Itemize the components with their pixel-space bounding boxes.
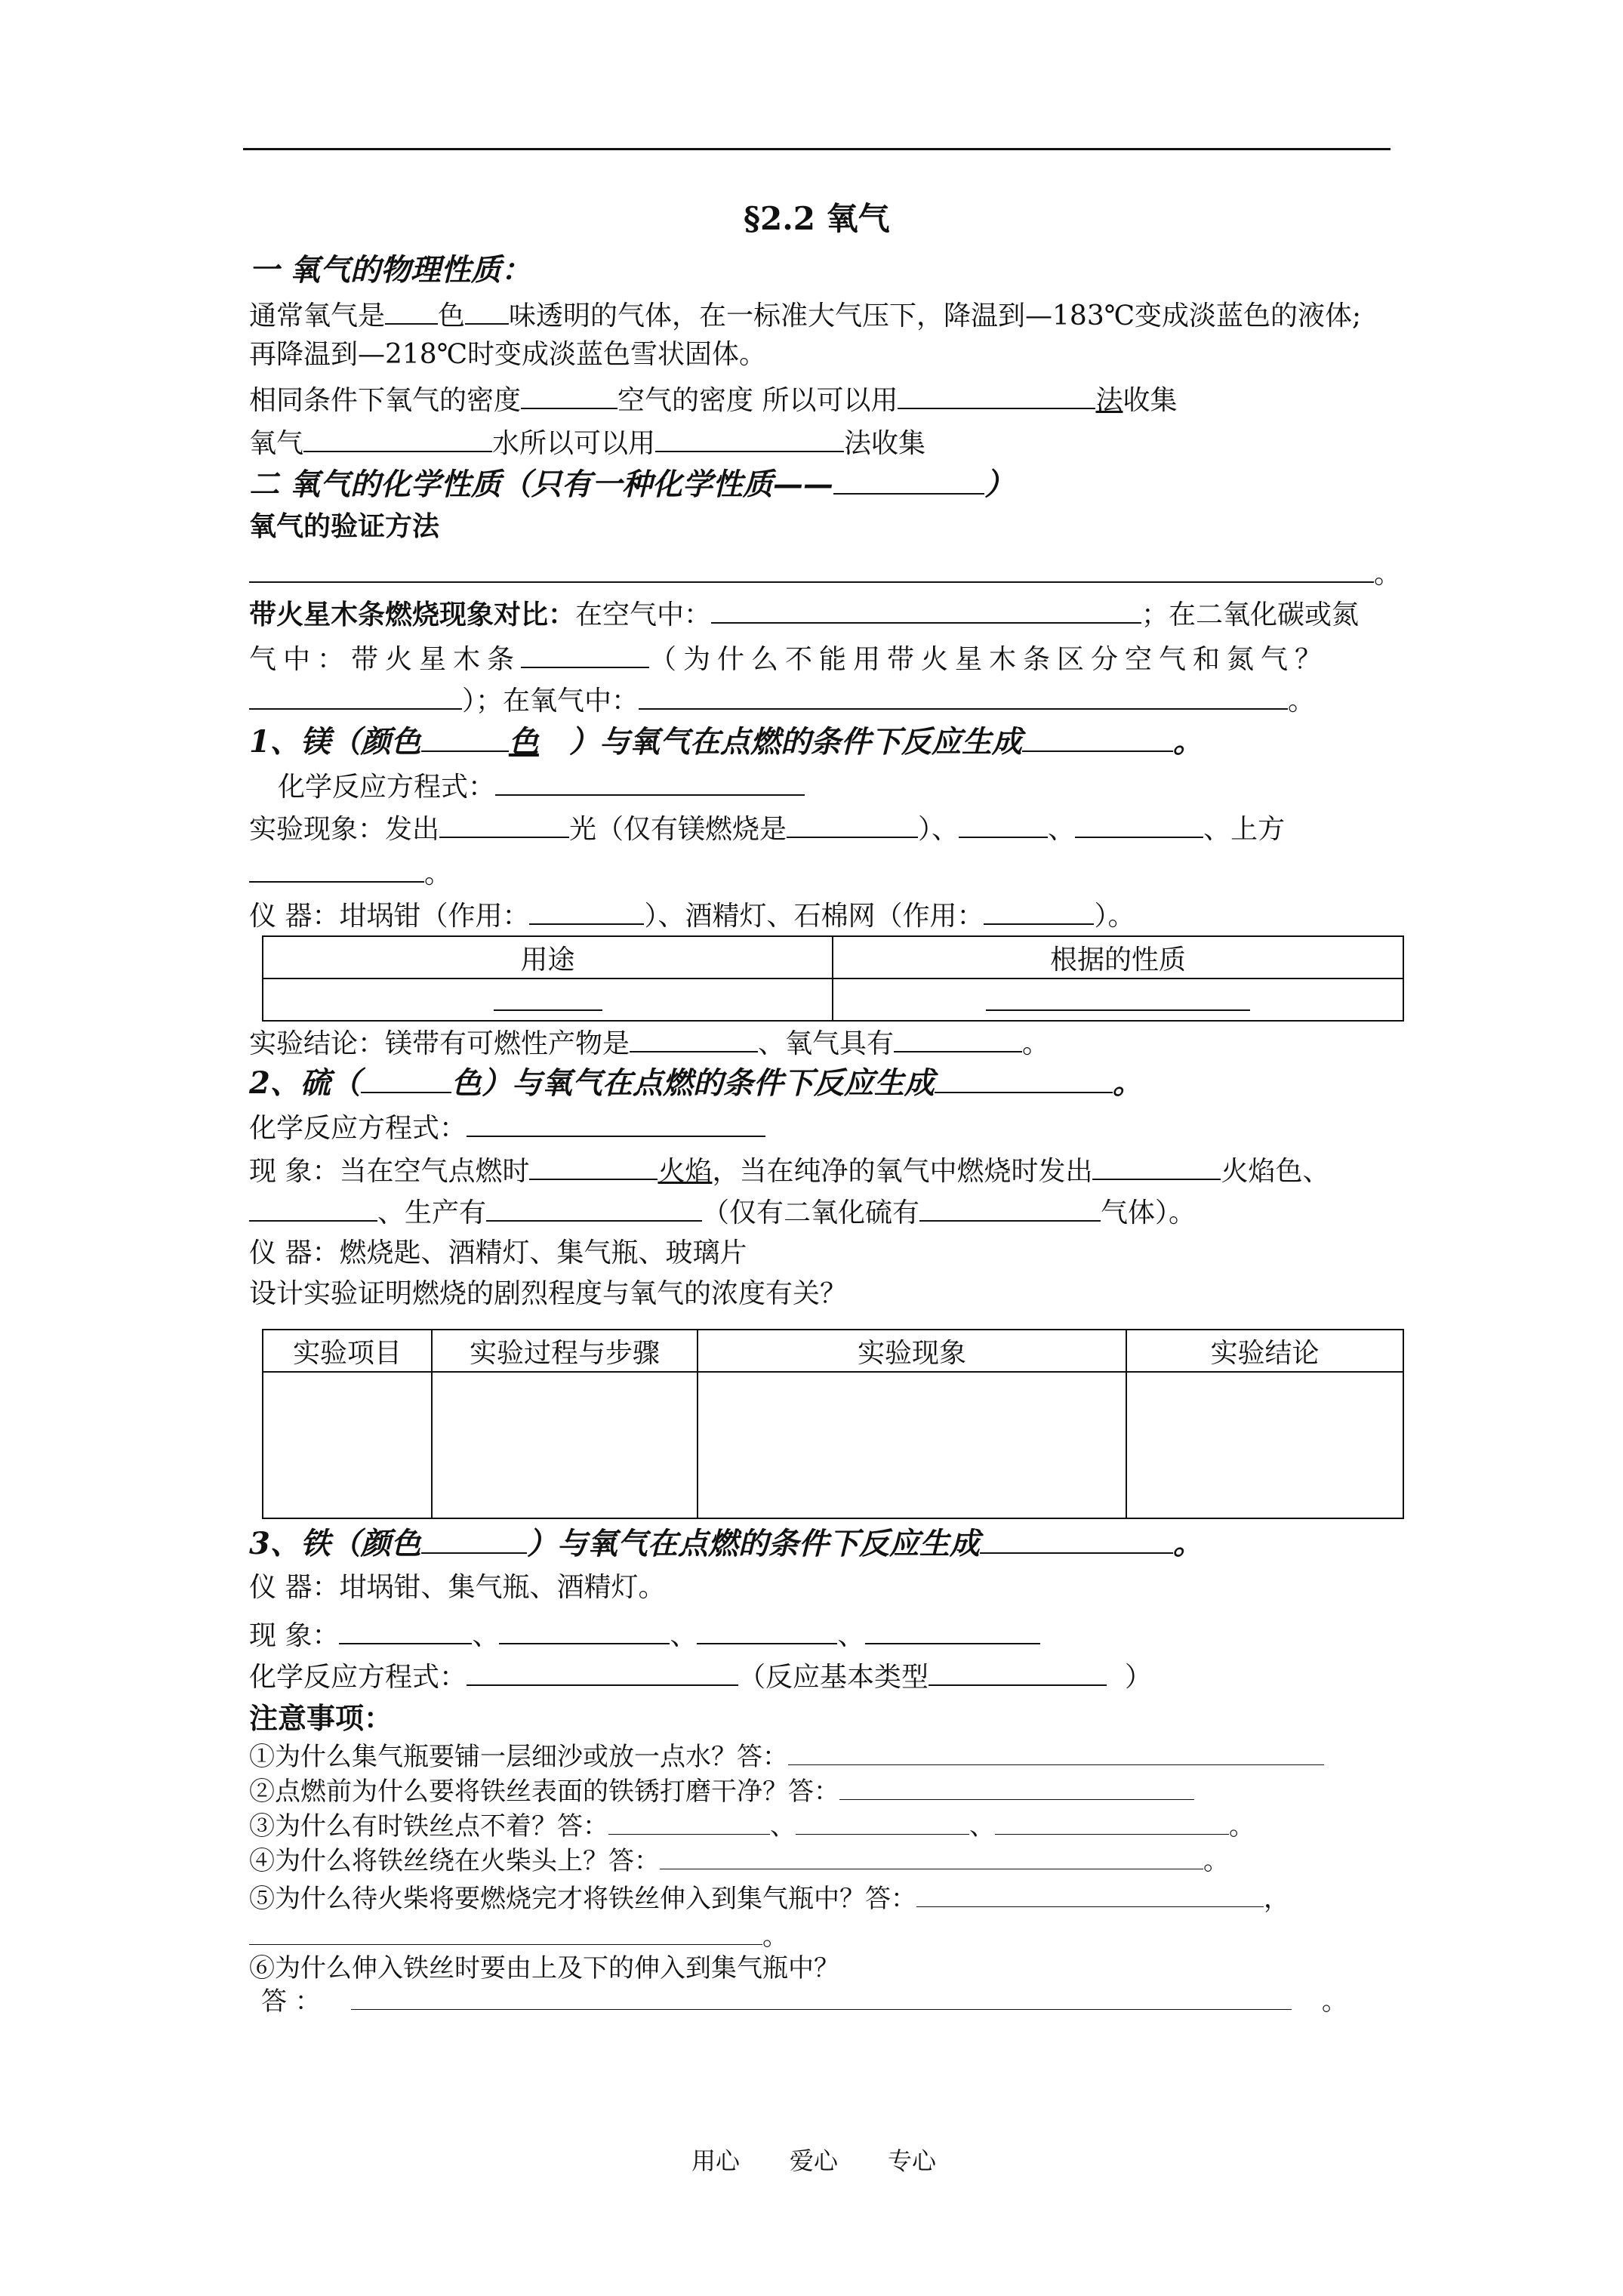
mg-heading: 1、镁（颜色 色 ）与氧气在点燃的条件下反应生成 。 xyxy=(249,724,1203,760)
exp-cell-item xyxy=(263,1372,432,1518)
table-cell-property xyxy=(833,978,1403,1021)
verify-title: 氧气的验证方法 xyxy=(249,510,440,542)
mg-usage-table xyxy=(262,935,1404,1022)
s-design: 设计实验证明燃烧的剧烈程度与氧气的浓度有关？ xyxy=(249,1278,848,1309)
s-phenomenon: 现 象：当在空气点燃时 火焰，当在纯净的氧气中燃烧时发出 火焰色、 xyxy=(249,1151,1330,1190)
mg-instrument: 仪 器：坩埚钳（作用： ）、酒精灯、石棉网（作用： ）。 xyxy=(249,896,1135,935)
mg-phenomenon: 实验现象：发出 光（仅有镁燃烧是 ）、 、 、上方 xyxy=(249,809,1285,848)
note-q4: ④为什么将铁丝绕在火柴头上？答： 。 xyxy=(249,1846,1229,1876)
exp-header-conclusion: 实验结论 xyxy=(1126,1330,1403,1372)
exp-cell-phenomenon xyxy=(698,1372,1126,1518)
s-instrument: 仪 器：燃烧匙、酒精灯、集气瓶、玻璃片 xyxy=(249,1237,747,1268)
s-heading: 2、硫（ 色）与氧气在点燃的条件下反应生成 。 xyxy=(249,1065,1143,1101)
exp-cell-steps xyxy=(432,1372,698,1518)
notes-heading: 注意事项： xyxy=(249,1701,393,1735)
section2-heading: 二 氧气的化学性质（只有一种化学性质—— ） xyxy=(249,467,1015,502)
compare-line3: ）；在氧气中： 。 xyxy=(249,681,1315,720)
footer: 用心 爱心 专心 xyxy=(691,2147,937,2175)
s1-line1: 通常氧气是 色 味透明的气体，在一标准大气压下，降温到—183℃变成淡蓝色的液体; xyxy=(249,296,1361,334)
verify-blank: 。 xyxy=(249,554,1401,593)
exp-header-item: 实验项目 xyxy=(263,1330,432,1372)
table-cell-usage xyxy=(263,978,833,1021)
fe-phenomenon: 现 象： 、 、 、 xyxy=(249,1616,1040,1654)
table-header-property: 根据的性质 xyxy=(833,936,1403,978)
s1-line2: 再降温到—218℃时变成淡蓝色雪状固体。 xyxy=(249,339,766,370)
note-q5-end: 。 xyxy=(249,1918,788,1955)
s-equation: 化学反应方程式： xyxy=(249,1108,765,1147)
fe-heading: 3、铁（颜色 ）与氧气在点燃的条件下反应生成 。 xyxy=(249,1526,1203,1561)
note-q5: ⑤为什么待火柴将要燃烧完才将铁丝伸入到集气瓶中？答： ， xyxy=(249,1884,1289,1914)
note-q3: ③为什么有时铁丝点不着？答： 、 、 。 xyxy=(249,1811,1255,1841)
exp-header-steps: 实验过程与步骤 xyxy=(432,1330,698,1372)
fe-equation: 化学反应方程式： （反应基本类型 ） xyxy=(249,1657,1152,1696)
compare-line2: 气中：带火星木条 （为什么不能用带火星木条区分空气和氮气？ xyxy=(249,639,1329,678)
mg-phenomenon-end: 。 xyxy=(249,854,451,892)
s1-line4: 氧气 水所以可以用 法收集 xyxy=(249,424,925,462)
s-experiment-table xyxy=(262,1329,1404,1519)
note-q2: ②点燃前为什么要将铁丝表面的铁锈打磨干净？答： xyxy=(249,1774,1194,1810)
table-header-usage: 用途 xyxy=(263,936,833,978)
mg-equation: 化学反应方程式： xyxy=(278,767,805,806)
compare-line1: 带火星木条燃烧现象对比：在空气中： ；在二氧化碳或氮 xyxy=(249,595,1359,633)
note-q6-answer: 答 ： 。 xyxy=(261,1986,1347,2017)
mg-conclusion: 实验结论：镁带有可燃性产物是 、氧气具有 。 xyxy=(249,1024,1049,1062)
page-title: §2.2 氧气 xyxy=(744,200,890,237)
section1-heading: 一 氧气的物理性质： xyxy=(249,252,531,288)
note-q1: ①为什么集气瓶要铺一层细沙或放一点水？答： xyxy=(249,1739,1324,1775)
exp-cell-conclusion xyxy=(1126,1372,1403,1518)
s1-line3: 相同条件下氧气的密度 空气的密度 所以可以用 法收集 xyxy=(249,381,1178,419)
header-rule xyxy=(243,148,1390,150)
note-q6: ⑥为什么伸入铁丝时要由上及下的伸入到集气瓶中？ xyxy=(249,1953,839,1983)
s-phenomenon2: 、生产有 （仅有二氧化硫有 气体）。 xyxy=(249,1193,1196,1231)
fe-instrument: 仪 器：坩埚钳、集气瓶、酒精灯。 xyxy=(249,1572,666,1603)
exp-header-phenomenon: 实验现象 xyxy=(698,1330,1126,1372)
